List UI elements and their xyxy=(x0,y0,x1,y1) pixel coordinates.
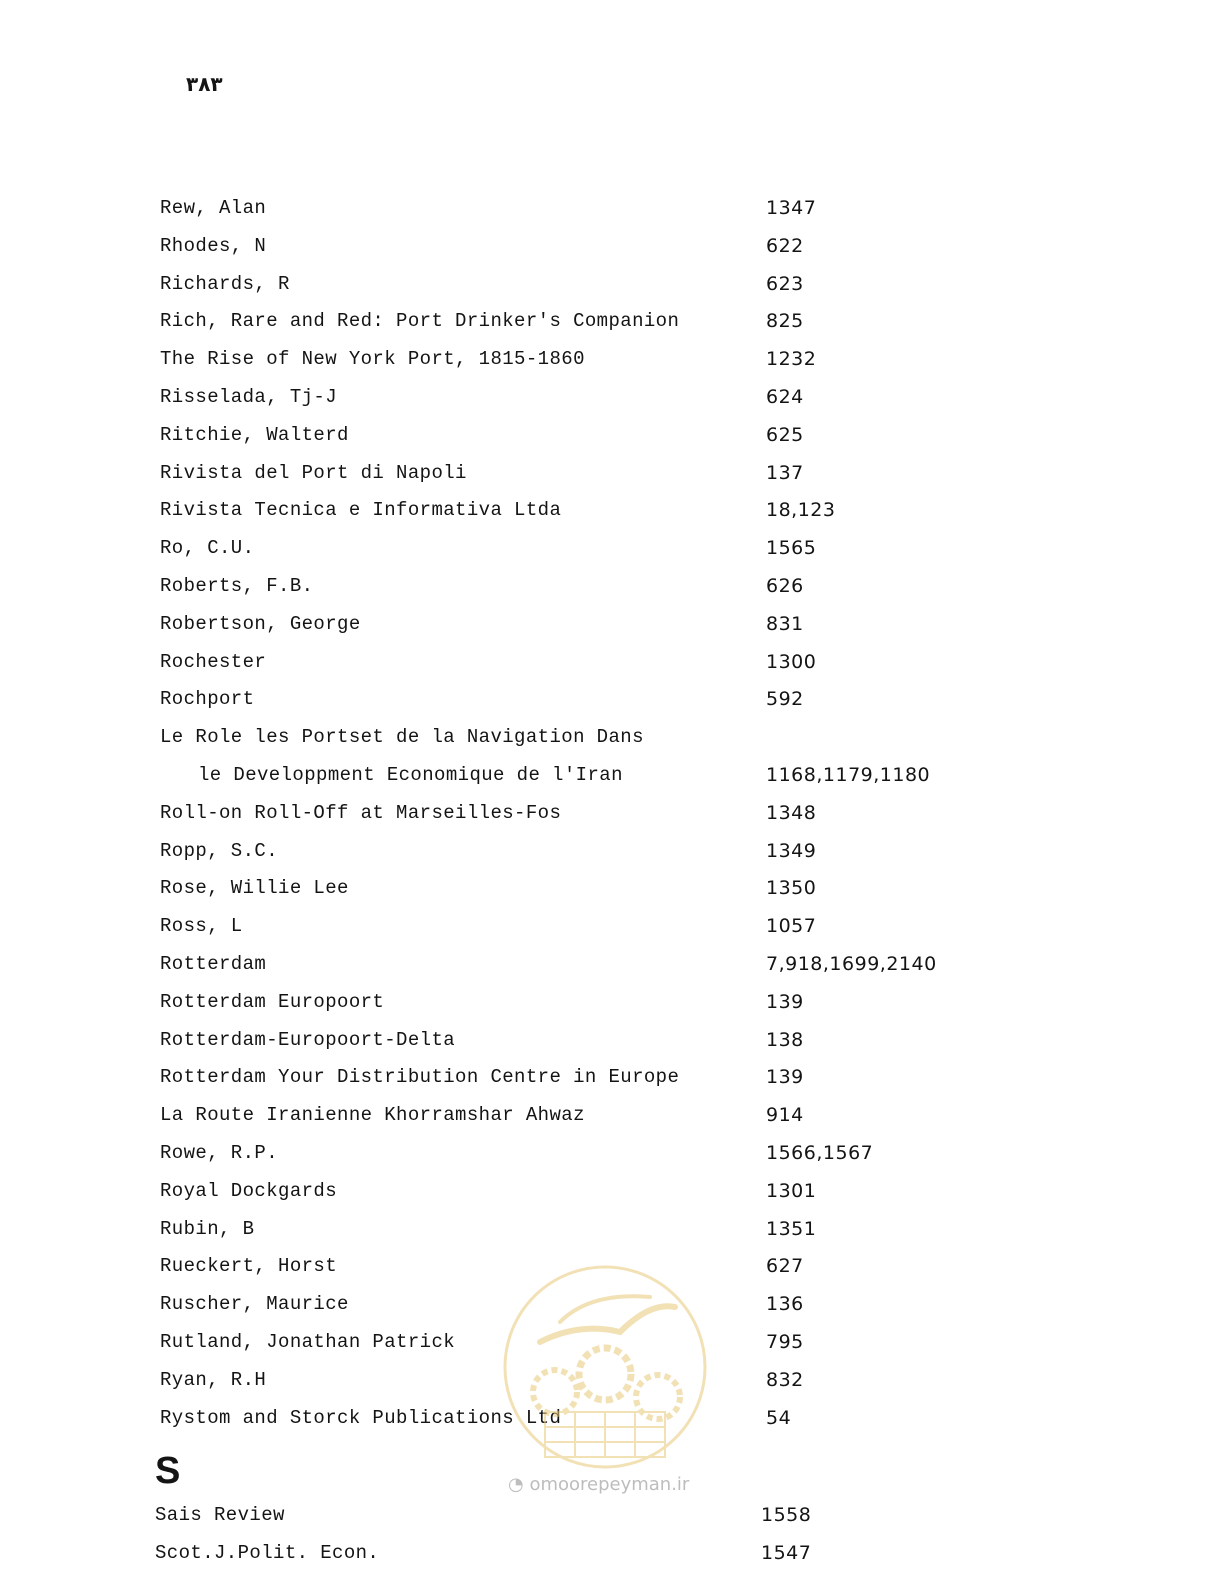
entry-refs: 627 xyxy=(766,1255,804,1278)
entry-refs: 54 xyxy=(766,1406,792,1429)
entry-refs: 136 xyxy=(766,1293,804,1316)
index-entry xyxy=(160,190,1060,228)
entry-name: Ross, L xyxy=(160,915,243,938)
entry-refs: 825 xyxy=(766,310,804,333)
entry-name: Ryan, R.H xyxy=(160,1368,267,1391)
section-heading: S xyxy=(155,1450,181,1492)
entry-refs: 1565 xyxy=(766,537,817,560)
index-entry xyxy=(160,417,1060,455)
index-entry xyxy=(160,1022,1060,1060)
entry-refs: 139 xyxy=(766,1066,804,1089)
entry-name: Roberts, F.B. xyxy=(160,574,314,597)
entry-refs: 1351 xyxy=(766,1217,817,1240)
entry-name: Rueckert, Horst xyxy=(160,1255,338,1278)
index-entry xyxy=(160,341,1060,379)
entry-name: Rotterdam Your Distribution Centre in Europe xyxy=(160,1066,680,1089)
entry-refs: 7,918,1699,2140 xyxy=(766,952,937,975)
entry-name: Rystom and Storck Publications Ltd xyxy=(160,1406,562,1429)
entry-name: Rivista del Port di Napoli xyxy=(160,461,467,484)
entry-refs: 626 xyxy=(766,574,804,597)
index-entry xyxy=(160,228,1060,266)
index-entry xyxy=(160,833,1060,871)
entry-name: Richards, R xyxy=(160,272,290,295)
entry-refs: 1232 xyxy=(766,348,817,371)
entry-refs: 831 xyxy=(766,612,804,635)
entry-name: Ritchie, Walterd xyxy=(160,423,349,446)
entry-refs: 18,123 xyxy=(766,499,836,522)
index-entry xyxy=(160,1059,1060,1097)
index-entry xyxy=(160,530,1060,568)
entry-name: Rochport xyxy=(160,688,255,711)
entry-name: Rivista Tecnica e Informativa Ltda xyxy=(160,499,562,522)
index-entry xyxy=(160,719,1060,757)
index-entry xyxy=(160,681,1060,719)
index-entry xyxy=(160,1211,1060,1249)
entry-name: Ropp, S.C. xyxy=(160,839,279,862)
index-entry xyxy=(160,1173,1060,1211)
entry-refs: 624 xyxy=(766,385,804,408)
index-entry xyxy=(160,455,1060,493)
entry-refs: 622 xyxy=(766,234,804,257)
index-entry xyxy=(160,908,1060,946)
entry-refs: 1300 xyxy=(766,650,817,673)
entry-refs: 1350 xyxy=(766,877,817,900)
index-entry xyxy=(160,568,1060,606)
entry-refs: 1301 xyxy=(766,1179,817,1202)
index-entry xyxy=(160,303,1060,341)
entry-name: Rich, Rare and Red: Port Drinker's Companion xyxy=(160,310,680,333)
index-entry xyxy=(160,266,1060,304)
entry-refs: 592 xyxy=(766,688,804,711)
entry-name: Scot.J.Polit. Econ. xyxy=(155,1541,380,1564)
entry-name: Royal Dockgards xyxy=(160,1179,338,1202)
index-entry xyxy=(160,606,1060,644)
index-entries-r xyxy=(160,190,1060,1437)
index-entry xyxy=(160,795,1060,833)
entry-name: La Route Iranienne Khorramshar Ahwaz xyxy=(160,1104,585,1127)
index-entry-continuation xyxy=(160,757,1060,795)
index-entry xyxy=(160,492,1060,530)
index-entry xyxy=(160,1135,1060,1173)
entry-name: Rutland, Jonathan Patrick xyxy=(160,1330,456,1353)
entry-name: Rotterdam Europoort xyxy=(160,990,385,1013)
entry-refs: 1348 xyxy=(766,801,817,824)
entry-name: Rochester xyxy=(160,650,267,673)
watermark-url: ◔ omoorepeyman.ir xyxy=(508,1474,690,1495)
entry-name: le Developpment Economique de l'Iran xyxy=(198,763,623,786)
entry-name: Ro, C.U. xyxy=(160,537,255,560)
entry-name: Sais Review xyxy=(155,1504,285,1526)
entry-name: Rotterdam-Europoort-Delta xyxy=(160,1028,456,1051)
index-entry xyxy=(155,1535,1055,1573)
entry-name: Ruscher, Maurice xyxy=(160,1293,349,1316)
page-number: ۳۸۳ xyxy=(186,72,223,96)
index-entry xyxy=(160,1097,1060,1135)
entry-refs: 137 xyxy=(766,461,804,484)
entry-name: Rowe, R.P. xyxy=(160,1141,279,1164)
index-entry xyxy=(160,870,1060,908)
entry-name: Rose, Willie Lee xyxy=(160,877,349,900)
entry-name: Robertson, George xyxy=(160,612,361,635)
entry-refs: 914 xyxy=(766,1104,804,1127)
entry-name: Le Role les Portset de la Navigation Dans xyxy=(160,726,644,749)
index-entry xyxy=(160,644,1060,682)
index-entry xyxy=(160,379,1060,417)
entry-refs: 1558 xyxy=(761,1504,812,1526)
entry-refs: 623 xyxy=(766,272,804,295)
watermark-logo-icon xyxy=(500,1262,710,1472)
entry-refs: 1566,1567 xyxy=(766,1141,874,1164)
entry-refs: 1347 xyxy=(766,197,817,219)
entry-name: Rew, Alan xyxy=(160,197,267,219)
entry-refs: 1349 xyxy=(766,839,817,862)
entry-name: Risselada, Tj-J xyxy=(160,385,338,408)
entry-name: Rubin, B xyxy=(160,1217,255,1240)
entry-refs: 1057 xyxy=(766,915,817,938)
index-entries-s xyxy=(155,1497,1055,1573)
entry-refs: 625 xyxy=(766,423,804,446)
index-entry xyxy=(155,1497,1055,1535)
entry-refs: 795 xyxy=(766,1330,804,1353)
entry-name: Rotterdam xyxy=(160,952,267,975)
entry-refs: 1168,1179,1180 xyxy=(766,763,931,786)
entry-name: The Rise of New York Port, 1815-1860 xyxy=(160,348,585,371)
entry-refs: 1547 xyxy=(761,1541,812,1564)
entry-name: Roll-on Roll-Off at Marseilles-Fos xyxy=(160,801,562,824)
entry-name: Rhodes, N xyxy=(160,234,267,257)
index-entry xyxy=(160,984,1060,1022)
entry-refs: 138 xyxy=(766,1028,804,1051)
index-entry xyxy=(160,946,1060,984)
watermark-url-text: omoorepeyman.ir xyxy=(529,1474,690,1495)
entry-refs: 139 xyxy=(766,990,804,1013)
entry-refs: 832 xyxy=(766,1368,804,1391)
